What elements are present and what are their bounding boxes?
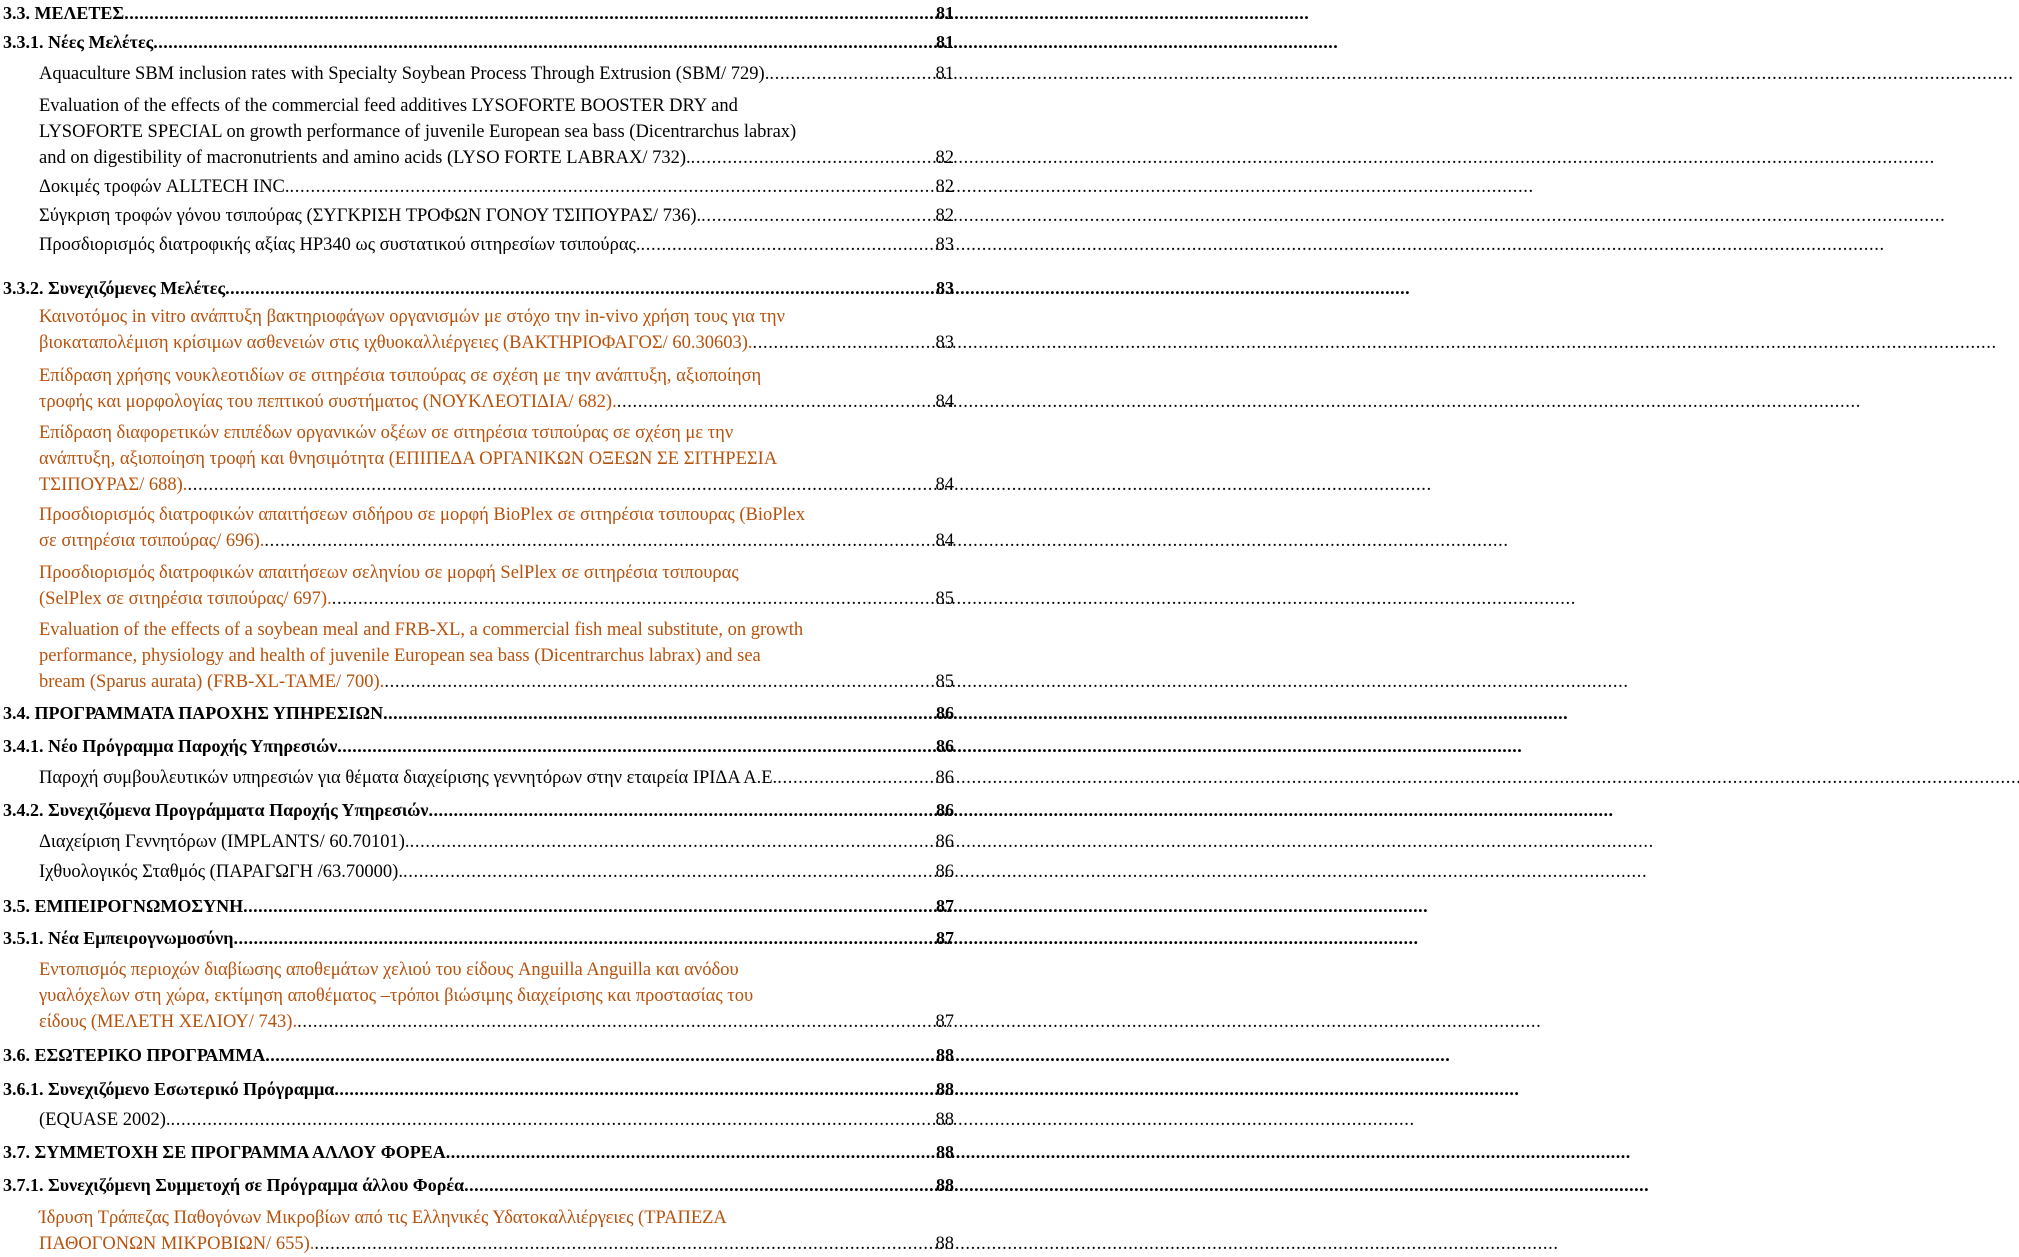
toc-subentry[interactable]: [39, 363, 954, 415]
toc-entry-text: 3.5. ΕΜΠΕΙΡΟΓΝΩΜΟΣΥΝΗ: [3, 896, 244, 916]
toc-section-entry[interactable]: [3, 1076, 954, 1102]
toc-entry-text: 3.6. ΕΣΩΤΕΡΙΚΟ ΠΡΟΓΡΑΜΜΑ: [3, 1045, 266, 1065]
dot-leader: [265, 1042, 935, 1068]
toc-subentry[interactable]: [39, 617, 954, 695]
dot-leader: [337, 733, 935, 759]
toc-subentry[interactable]: [39, 560, 954, 612]
toc-subentry[interactable]: [39, 93, 954, 171]
dot-leader: [225, 275, 935, 301]
toc-entry-text: σε σιτηρέσια τσιπούρας/ 696).: [39, 531, 265, 551]
toc-entry-text: 3.3.2. Συνεχιζόμενες Μελέτες: [3, 278, 226, 298]
toc-entry-text: Εντοπισμός περιοχών διαβίωσης αποθεμάτων χελιού του είδους Anguilla Anguilla και ανόδου: [39, 960, 739, 980]
toc-entry-text: (EQUASE 2002).: [39, 1110, 171, 1130]
toc-page-number: 85: [935, 672, 954, 692]
toc-page-number: 87: [936, 928, 954, 948]
dot-leader: [769, 61, 934, 87]
toc-entry-text: Σύγκριση τροφών γόνου τσιπούρας (ΣΥΓΚΡΙΣΗ ΤΡΟΦΩΝ ΓΟΝΟΥ ΤΣΙΠΟΥΡΑΣ/ 736).: [39, 206, 702, 226]
toc-page-number: 84: [935, 475, 954, 495]
toc-subentry[interactable]: [39, 765, 954, 791]
toc-entry-text: 3.3.1. Νέες Μελέτες: [3, 32, 154, 52]
dot-leader: [701, 203, 934, 229]
toc-entry-text: Καινοτόμος in vitro ανάπτυξη βακτηριοφάγων οργανισμών με στόχο την in-vivo χρήση τους για την: [39, 307, 785, 327]
toc-section-entry[interactable]: [3, 1172, 954, 1198]
toc-entry-text: 3.4.2. Συνεχιζόμενα Προγράμματα Παροχής Υπηρεσιών: [3, 800, 429, 820]
toc-subentry[interactable]: [39, 420, 954, 498]
dot-leader: [777, 765, 934, 791]
dot-leader: [410, 829, 935, 855]
toc-entry-text: and on digestibility of macronutrients and amino acids (LYSO FORTE LABRAX/ 732).: [39, 148, 691, 168]
dot-leader: [243, 893, 935, 919]
toc-entry-text: Evaluation of the effects of the commercial feed additives LYSOFORTE BOOSTER DRY and: [39, 96, 738, 116]
toc-entry-text: ΤΣΙΠΟΥΡΑΣ/ 688).: [39, 475, 188, 495]
toc-page-number: 88: [936, 1142, 954, 1162]
dot-leader: [314, 1231, 934, 1257]
toc-entry-text: 3.3. ΜΕΛΕΤΕΣ: [3, 3, 125, 23]
toc-entry-text: performance, physiology and health of juvenile European sea bass (Dicentrarchus labrax) and sea: [39, 646, 761, 666]
toc-page-number: 86: [935, 862, 954, 882]
toc-page-number: 84: [935, 392, 954, 412]
toc-entry-text: 3.4. ΠΡΟΓΡΑΜΜΑΤΑ ΠΑΡΟΧΗΣ ΥΠΗΡΕΣΙΩΝ: [3, 703, 384, 723]
toc-entry-text: τροφής και μορφολογίας του πεπτικού συστήματος (ΝΟΥΚΛΕΟΤΙΔΙΑ/ 682).: [39, 392, 617, 412]
toc-section-entry[interactable]: [3, 0, 954, 26]
toc-page-number: 82: [935, 177, 954, 197]
toc-subentry[interactable]: [39, 174, 954, 200]
dot-leader: [264, 528, 934, 554]
toc-section-entry[interactable]: [3, 733, 954, 759]
toc-page-number: 87: [935, 1012, 954, 1032]
toc-entry-text: Προσδιορισμός διατροφικής αξίας HP340 ως συστατικού σιτηρεσίων τσιπούρας.: [39, 235, 641, 255]
dot-leader: [153, 29, 935, 55]
toc-subentry[interactable]: [39, 203, 954, 229]
toc-page-number: 86: [936, 703, 954, 723]
toc-subentry[interactable]: [39, 957, 954, 1035]
toc-page-number: 83: [936, 278, 954, 298]
toc-section-entry[interactable]: [3, 1042, 954, 1068]
toc-entry-text: LYSOFORTE SPECIAL on growth performance of juvenile European sea bass (Dicentrarchus labrax): [39, 122, 797, 142]
toc-page-number: 88: [936, 1045, 954, 1065]
dot-leader: [171, 1107, 935, 1133]
toc-page-number: 86: [935, 832, 954, 852]
toc-page-number: 81: [936, 3, 954, 23]
toc-entry-text: ανάπτυξη, αξιοποίηση τροφή και θνησιμότητα (ΕΠΙΠΕΔΑ ΟΡΓΑΝΙΚΩΝ ΟΞΕΩΝ ΣΕ ΣΙΤΗΡΕΣΙΑ: [39, 449, 778, 469]
dot-leader: [464, 1172, 935, 1198]
toc-entry-text: Προσδιορισμός διατροφικών απαιτήσεων σιδήρου σε μορφή BioPlex σε σιτηρέσια τσιπουρας (BioPlex: [39, 505, 806, 525]
toc-page-number: 82: [935, 206, 954, 226]
dot-leader: [332, 586, 935, 612]
dot-leader: [617, 389, 935, 415]
toc-subentry[interactable]: [39, 502, 954, 554]
dot-leader: [753, 330, 935, 356]
toc-page-number: 88: [935, 1110, 954, 1130]
dot-leader: [403, 859, 935, 885]
toc-subentry[interactable]: [39, 859, 954, 885]
toc-entry-text: 3.7. ΣΥΜΜΕΤΟΧΗ ΣΕ ΠΡΟΓΡΑΜΜΑ ΑΛΛΟΥ ΦΟΡΕΑ: [3, 1142, 446, 1162]
toc-subentry[interactable]: [39, 1205, 954, 1257]
toc-entry-text: Aquaculture SBM inclusion rates with Specialty Soybean Process Through Extrusion (SBM/ 729).: [39, 64, 770, 84]
toc-subentry[interactable]: [39, 1107, 954, 1133]
dot-leader: [691, 145, 935, 171]
dot-leader: [640, 232, 934, 258]
toc-entry-text: bream (Sparus aurata) (FRB-XL-TAME/ 700).: [39, 672, 385, 692]
toc-section-entry[interactable]: [3, 893, 954, 919]
toc-entry-text: Ιχθυολογικός Σταθμός (ΠΑΡΑΓΩΓΗ /63.70000).: [39, 862, 403, 882]
toc-entry-text: Ίδρυση Τράπεζας Παθογόνων Μικροβίων από τις Ελληνικές Υδατοκαλλιέργειες (ΤΡΑΠΕΖΑ: [39, 1208, 727, 1228]
toc-page-number: 83: [935, 235, 954, 255]
toc-entry-text: 3.6.1. Συνεχιζόμενο Εσωτερικό Πρόγραμμα: [3, 1079, 335, 1099]
dot-leader: [446, 1139, 935, 1165]
toc-entry-text: Evaluation of the effects of a soybean meal and FRB-XL, a commercial fish meal substitute, on growth: [39, 620, 804, 640]
toc-entry-text: 3.7.1. Συνεχιζόμενη Συμμετοχή σε Πρόγραμμα άλλου Φορέα: [3, 1175, 465, 1195]
toc-subentry[interactable]: [39, 304, 954, 356]
toc-page-number: 81: [936, 32, 954, 52]
toc-page-number: 82: [935, 148, 954, 168]
toc-page-number: 86: [936, 800, 954, 820]
toc-entry-text: 3.4.1. Νέο Πρόγραμμα Παροχής Υπηρεσιών: [3, 736, 338, 756]
toc-page-number: 86: [936, 736, 954, 756]
toc-section-entry[interactable]: [3, 700, 954, 726]
toc-section-entry[interactable]: [3, 29, 954, 55]
toc-subentry[interactable]: [39, 61, 954, 87]
toc-entry-text: βιοκαταπολέμιση κρίσιμων ασθενειών στις ιχθυοκαλλιέργειες (ΒΑΚΤΗΡΙΟΦΑΓΟΣ/ 60.30603).: [39, 333, 753, 353]
dot-leader: [187, 472, 934, 498]
toc-subentry[interactable]: [39, 829, 954, 855]
dot-leader: [383, 700, 935, 726]
dot-leader: [428, 797, 935, 823]
toc-page-number: 85: [935, 589, 954, 609]
toc-page-number: 88: [936, 1079, 954, 1099]
dot-leader: [124, 0, 935, 26]
toc-section-entry[interactable]: [3, 1139, 954, 1165]
toc-page-number: 86: [935, 768, 954, 788]
toc-subentry[interactable]: [39, 232, 954, 258]
toc-entry-text: (SelPlex σε σιτηρέσια τσιπούρας/ 697).: [39, 589, 332, 609]
toc-entry-text: Προσδιορισμός διατροφικών απαιτήσεων σεληνίου σε μορφή SelPlex σε σιτηρέσια τσιπουρας: [39, 563, 739, 583]
toc-page-number: 84: [935, 531, 954, 551]
toc-entry-text: Επίδραση διαφορετικών επιπέδων οργανικών οξέων σε σιτηρέσια τσιπούρας σε σχέση με την: [39, 423, 734, 443]
toc-entry-text: Δοκιμές τροφών ALLTECH INC.: [39, 177, 290, 197]
toc-page-number: 83: [935, 333, 954, 353]
toc-section-entry[interactable]: [3, 275, 954, 301]
toc-page-number: 88: [935, 1234, 954, 1254]
toc-page-number: 88: [936, 1175, 954, 1195]
dot-leader: [290, 174, 935, 200]
toc-entry-text: Επίδραση χρήσης νουκλεοτιδίων σε σιτηρέσια τσιπούρας σε σχέση με την ανάπτυξη, αξιοποίηση: [39, 366, 762, 386]
toc-entry-text: είδους (ΜΕΛΕΤΗ ΧΕΛΙΟΥ/ 743).: [39, 1012, 298, 1032]
toc-entry-text: Διαχείριση Γεννητόρων (IMPLANTS/ 60.70101).: [39, 832, 410, 852]
toc-entry-text: ΠΑΘΟΓΟΝΩΝ ΜΙΚΡΟΒΙΩΝ/ 655).: [39, 1234, 315, 1254]
dot-leader: [297, 1009, 934, 1035]
dot-leader: [334, 1076, 935, 1102]
toc-entry-text: γυαλόχελων στη χώρα, εκτίμηση αποθέματος –τρόποι βιώσιμης διαχείρισης και προστασίας του: [39, 986, 754, 1006]
toc-page-number: 87: [936, 896, 954, 916]
toc-entry-text: Παροχή συμβουλευτικών υπηρεσιών για θέματα διαχείρισης γεννητόρων στην εταιρεία ΙΡΙΔΑ Α.Ε.: [39, 768, 778, 788]
dot-leader: [233, 925, 935, 951]
toc-section-entry[interactable]: [3, 797, 954, 823]
dot-leader: [384, 669, 934, 695]
toc-entry-text: 3.5.1. Νέα Εμπειρογνωμοσύνη: [3, 928, 234, 948]
toc-page-number: 81: [935, 64, 954, 84]
toc-section-entry[interactable]: [3, 925, 954, 951]
